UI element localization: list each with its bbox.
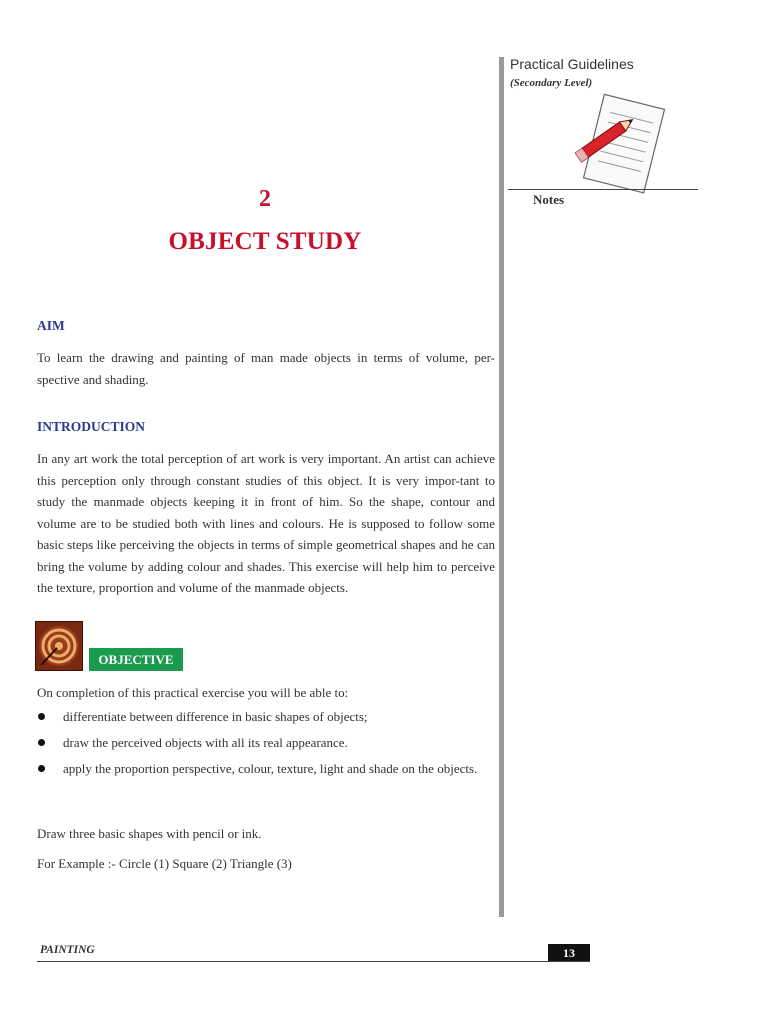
- list-item-text: differentiate between difference in basic shapes of objects;: [63, 709, 368, 724]
- list-item-text: draw the perceived objects with all its real appearance.: [63, 735, 348, 750]
- footer-rule: [37, 961, 590, 962]
- list-item: [37, 706, 497, 727]
- task-instruction: Draw three basic shapes with pencil or ink.: [37, 826, 262, 841]
- introduction-heading: INTRODUCTION: [37, 419, 146, 434]
- running-header-title: Practical Guidelines: [510, 56, 634, 72]
- running-header-subtitle: (Secondary Level): [510, 77, 593, 89]
- introduction-text: In any art work the total perception of art work is very important. An artist can achieve this perception only through constant studies of this object. It is very impor-tant to study the manmade objects keeping it in front of him. So the shape, contour and volume are to be studied both with lines and colours. He is supposed to follow some basic steps like perceiving the objects in terms of simple geometrical shapes and he can bring the volume by adding colour and shades. This exercise will help him to perceive the texture, proportion and volume of the manmade objects.: [37, 451, 495, 595]
- objective-intro: On completion of this practical exercise you will be able to:: [37, 685, 349, 700]
- notes-label: Notes: [533, 192, 565, 207]
- objective-list: [37, 706, 497, 784]
- list-item-text: apply the proportion perspective, colour, texture, light and shade on the objects.: [63, 761, 478, 776]
- task-example: For Example :- Circle (1) Square (2) Triangle (3): [37, 856, 292, 871]
- chapter-number: 2: [259, 186, 271, 212]
- notes-rule: [508, 189, 698, 190]
- aim-text: To learn the drawing and painting of man made objects in terms of volume, per-spective and shading.: [37, 350, 495, 387]
- footer-subject: PAINTING: [40, 944, 95, 956]
- notes-pencil-icon: [570, 93, 670, 201]
- list-item: [37, 732, 497, 753]
- bullet-icon: [38, 713, 45, 720]
- objective-target-icon: [35, 621, 83, 671]
- list-item: [37, 758, 497, 779]
- bullet-icon: [38, 739, 45, 746]
- chapter-title: OBJECT STUDY: [168, 228, 362, 255]
- aim-heading: AIM: [37, 318, 65, 333]
- objective-badge: OBJECTIVE: [89, 648, 183, 671]
- page-number: 13: [548, 944, 590, 962]
- bullet-icon: [38, 765, 45, 772]
